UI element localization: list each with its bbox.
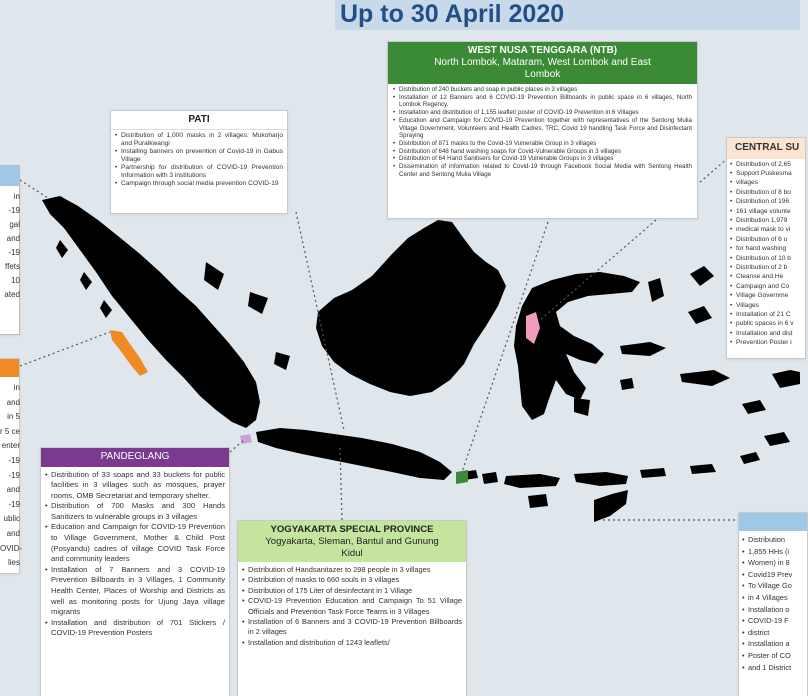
snippet-line: r 5 ce bbox=[0, 426, 21, 436]
left-top-snippet-header bbox=[0, 166, 19, 186]
ntb-title: WEST NUSA TENGGARA (NTB) bbox=[467, 45, 618, 56]
snippet-line: in bbox=[13, 192, 20, 201]
snippet-line: 10 bbox=[11, 276, 20, 285]
snippet-line: lies bbox=[7, 558, 20, 568]
yogyakarta-list bbox=[238, 562, 466, 651]
list-item: • Distribution of masks to 660 souls in 3 villages bbox=[242, 575, 462, 585]
list-item: • Dissemination of information related to Covid-19 through Facebook Social Media with Sentong Health Center and Sentong Mulia Village bbox=[393, 163, 692, 178]
ntb-subtitle: North Lombok, Mataram, West Lombok and East Lombok bbox=[434, 57, 651, 80]
east-nt-box bbox=[738, 512, 808, 696]
yogyakarta-header bbox=[238, 521, 466, 562]
list-item: • Distribution bbox=[742, 534, 807, 546]
list-item: • Installation and dist bbox=[730, 329, 805, 338]
yogyakarta-subtitle: Yogyakarta, Sleman, Bantul and Gunung Kidul bbox=[265, 536, 439, 559]
list-item: • Distribution of 1,000 masks in 2 villages: Mukoharjo and Puralkwangi bbox=[115, 132, 283, 148]
list-item: • Distribution of 2,65 bbox=[730, 160, 805, 169]
snippet-line: enter bbox=[1, 441, 20, 451]
pati-box bbox=[110, 110, 288, 214]
list-item: • Installation and distribution of 701 Stickers / COVID-19 Prevention Posters bbox=[45, 618, 225, 639]
list-item: • Installation of 21 C bbox=[730, 310, 805, 319]
snippet-line: and bbox=[6, 397, 20, 407]
list-item: • Distribution of 33 soaps and 33 buckets for public facilities in 3 villages such as mosques, prayer rooms, OMB Secretariat and temporary shelter. bbox=[45, 470, 225, 502]
list-item: • Villages bbox=[730, 301, 805, 310]
list-item: • for hand washing bbox=[730, 244, 805, 253]
list-item: • district bbox=[742, 627, 807, 639]
list-item: • Cleanse and He bbox=[730, 272, 805, 281]
list-item: • Distribution of 8 bo bbox=[730, 188, 805, 197]
list-item: • Distribution 1,979 bbox=[730, 216, 805, 225]
left-top-snippet-text bbox=[0, 190, 20, 302]
east-nt-list bbox=[739, 531, 807, 673]
list-item: • Installation and distribution of 1,155 leaflet/ poster of COVID-19 Prevention in 6 Villages bbox=[393, 109, 692, 117]
list-item: • Distribution of 648 hand washing soaps for Covid-Vulnerable Groups in 3 villages bbox=[393, 148, 692, 156]
list-item: • Distribution of 196 bbox=[730, 197, 805, 206]
list-item: • Distribution of 175 Liter of desinfectant in 1 Village bbox=[242, 586, 462, 596]
list-item: • Women) in 8 bbox=[742, 557, 807, 569]
ntb-box bbox=[387, 41, 698, 219]
central-sulawesi-box bbox=[726, 137, 806, 359]
list-item: • Installation a bbox=[742, 638, 807, 650]
list-item: • Distribution of 240 buckets and soap in public places in 3 villages bbox=[393, 86, 692, 94]
snippet-line: -19 bbox=[8, 455, 20, 465]
island-java bbox=[256, 428, 452, 480]
list-item: • Distribution of 871 masks to the Covid-19 Vulnerable Group in 3 villages bbox=[393, 140, 692, 148]
pandeglang-title: PANDEGLANG bbox=[41, 448, 229, 467]
list-item: • Campaign through social media prevention COVID-19 bbox=[115, 180, 283, 188]
snippet-line: OVID- bbox=[0, 543, 23, 553]
snippet-line: ffets bbox=[5, 262, 20, 271]
snippet-line: in bbox=[13, 383, 20, 392]
snippet-line: -19 bbox=[8, 499, 20, 509]
list-item: • villages bbox=[730, 178, 805, 187]
snippet-line: -19 bbox=[8, 470, 20, 480]
list-item: • Education and Campaign for COVID-19 Prevention together with representatives of the Sentong Mulia Village Government, Volunteers and Health Cadres, TRC, Covid 19 handling Task Force and Disinfectant Spraying bbox=[393, 117, 692, 140]
snippet-line: -19 bbox=[8, 248, 20, 257]
left-top-snippet-box bbox=[0, 165, 20, 335]
snippet-line: -19 bbox=[8, 206, 20, 215]
pandeglang-list bbox=[41, 467, 229, 643]
yogyakarta-box bbox=[237, 520, 467, 696]
list-item: • Covid19 Prev bbox=[742, 569, 807, 581]
list-item: • Distribution of 2 b bbox=[730, 263, 805, 272]
left-mid-snippet-box bbox=[0, 358, 23, 574]
list-item: • Distribution of 64 Hand Sanitisers for Covid-19 Vulnerable Groups in 3 villages bbox=[393, 155, 692, 163]
list-item: • To Village Go bbox=[742, 580, 807, 592]
list-item: • and 1 District bbox=[742, 662, 807, 674]
list-item: • Support Puskesma bbox=[730, 169, 805, 178]
ntb-header bbox=[388, 42, 697, 84]
list-item: • Installation of 12 Banners and 6 COVID-19 Prevention Billboards in public space in 6 villages, North Lombok Regency. bbox=[393, 94, 692, 109]
marker-lampung-islands bbox=[110, 330, 148, 376]
snippet-line: ublic bbox=[3, 514, 20, 524]
list-item: • Distribution of 10 b bbox=[730, 254, 805, 263]
list-item: • 1,855 HHs (i bbox=[742, 546, 807, 558]
list-item: • Education and Campaign for COVID-19 Prevention to Village Government, Mother & Child Post (Posyandu) cadres of village COVID Task Force and community leaders bbox=[45, 522, 225, 564]
pati-title: PATI bbox=[111, 111, 287, 130]
list-item: • Installation o bbox=[742, 604, 807, 616]
list-item: • COVID-19 F bbox=[742, 615, 807, 627]
list-item: • in 4 Villages bbox=[742, 592, 807, 604]
island-kalimantan bbox=[316, 220, 506, 396]
ntb-list bbox=[388, 84, 697, 180]
snippet-line: and bbox=[6, 528, 20, 538]
list-item: • Distribution of 700 Masks and 300 Hands Sanitizers to vulnerable groups in 3 villages bbox=[45, 501, 225, 522]
list-item: • Prevention Poster i bbox=[730, 338, 805, 347]
pati-list bbox=[111, 130, 287, 191]
list-item: • Distribution of 6 u bbox=[730, 235, 805, 244]
island-lombok bbox=[482, 472, 498, 484]
list-item: • 161 village volunte bbox=[730, 207, 805, 216]
snippet-line: gal bbox=[9, 220, 20, 229]
list-item: • Installation and distribution of 1243 leaflets/ bbox=[242, 638, 462, 648]
marker-ntb bbox=[456, 470, 468, 484]
list-item: • medical mask to vi bbox=[730, 225, 805, 234]
list-item: • Village Governme bbox=[730, 291, 805, 300]
list-item: • Campaign and Co bbox=[730, 282, 805, 291]
list-item: • Installation of 7 Banners and 3 COVID-19 Prevention Billboards in 3 Villages, 1 Community Health Center, Places of Worship and Districts as well as monitoring posts for Ujung Jaya village migrants bbox=[45, 565, 225, 618]
list-item: • Partnership for distribution of COVID-19 Prevention Information with 3 institutions bbox=[115, 164, 283, 180]
pandeglang-box bbox=[40, 447, 230, 696]
snippet-line: ated bbox=[4, 290, 20, 299]
list-item: • public spaces in 6 v bbox=[730, 319, 805, 328]
left-mid-snippet-text bbox=[0, 381, 23, 571]
yogyakarta-title: YOGYAKARTA SPECIAL PROVINCE bbox=[270, 524, 434, 535]
central-sulawesi-list bbox=[727, 159, 805, 348]
page-title: Up to 30 April 2020 bbox=[340, 0, 565, 28]
east-nt-header bbox=[739, 513, 807, 531]
snippet-line: and bbox=[6, 485, 20, 495]
list-item: • Distribution of Handsanitazer to 298 people in 3 villages bbox=[242, 565, 462, 575]
list-item: • COVID-19 Prevention Education and Campaign To 51 Village Officials and Prevention Task Force Teams in 3 Villages bbox=[242, 596, 462, 617]
island-sumatra bbox=[42, 196, 260, 428]
snippet-line: in 5 bbox=[7, 412, 20, 422]
snippet-line: and bbox=[6, 234, 20, 243]
list-item: • Installation of 6 Banners and 3 COVID-19 Prevention Billboards in 2 villages bbox=[242, 617, 462, 638]
left-mid-snippet-header bbox=[0, 359, 19, 377]
central-sulawesi-title: CENTRAL SU bbox=[727, 138, 805, 159]
list-item: • Installing banners on prevention of Covid-19 in Gabus Village bbox=[115, 148, 283, 164]
list-item: • Poster of CO bbox=[742, 650, 807, 662]
